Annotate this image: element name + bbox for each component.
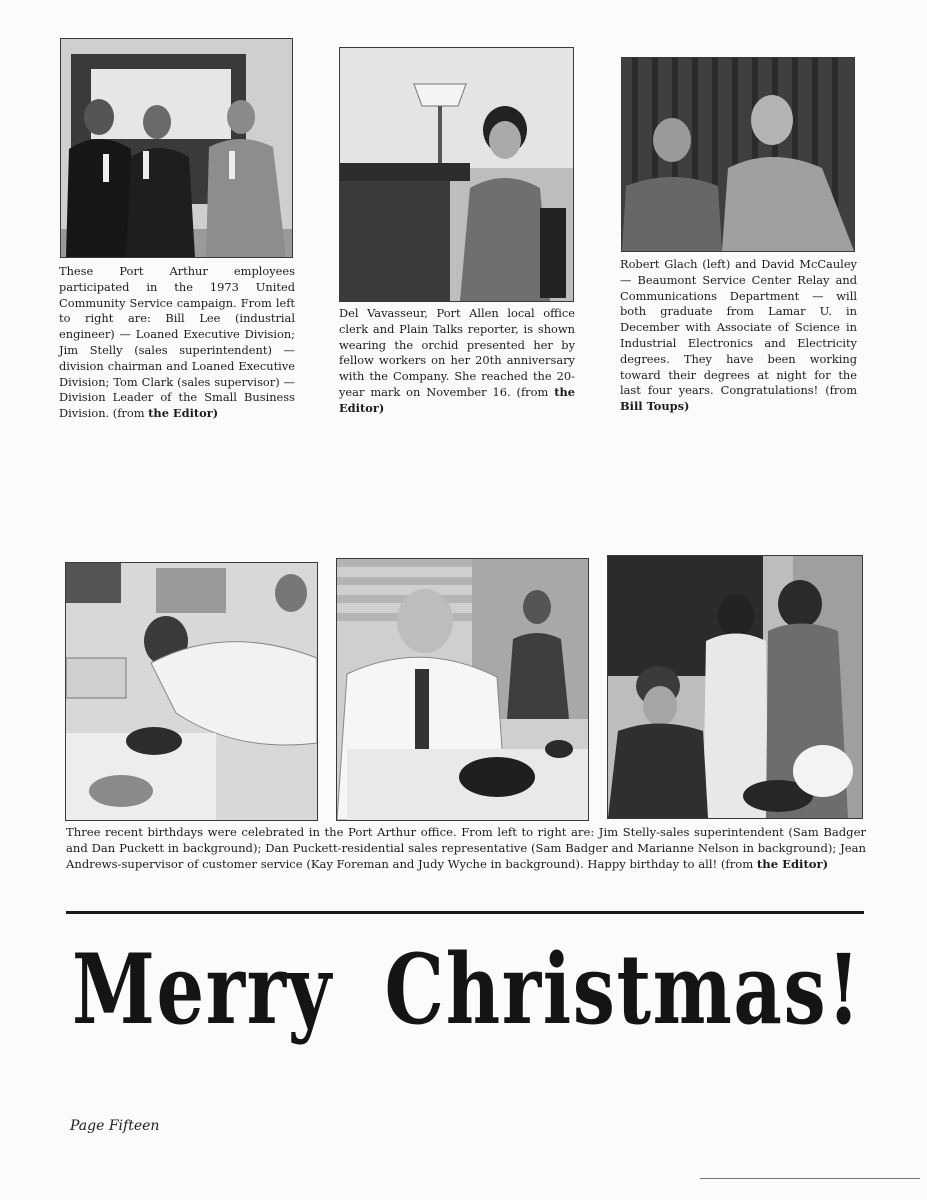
caption-credit: Bill Toups) bbox=[620, 399, 690, 414]
caption-ucs-campaign bbox=[59, 264, 295, 422]
greeting-word-christmas: Christmas! bbox=[384, 933, 862, 1046]
caption-glach-mccauley bbox=[620, 257, 857, 415]
photo-birthday-puckett bbox=[336, 558, 589, 821]
caption-credit: the Editor) bbox=[148, 406, 219, 421]
photo-del-vavasseur bbox=[339, 47, 574, 302]
caption-credit: the Editor) bbox=[339, 384, 575, 415]
caption-text: These Port Arthur employees participated in the 1973 United Community Service campaign. From left to right are: Bill Lee (industrial engineer) — Loaned Executive Division; Jim Stelly (sales superintendent) — division chairman and Loaned Executive Division; Tom Clark (sales supervisor) — Division Leader of the Small Business Division. (from bbox=[59, 264, 295, 421]
caption-del-vavasseur bbox=[339, 306, 575, 417]
caption-text: Del Vavasseur, Port Allen local office clerk and Plain Talks reporter, is shown wearing the orchid presented her by fellow workers on her 20th anniversary with the Company. She reached the 20-year mark on November 16. (from bbox=[339, 306, 575, 399]
page-number: Page Fifteen bbox=[70, 1118, 160, 1134]
page-edge-line bbox=[700, 1178, 920, 1179]
greeting-word-merry: Merry bbox=[72, 933, 333, 1046]
caption-birthdays bbox=[66, 824, 866, 872]
caption-credit: the Editor) bbox=[756, 857, 829, 871]
photo-birthday-stelly bbox=[65, 562, 318, 821]
merry-christmas-banner bbox=[66, 925, 866, 1055]
photo-glach-mccauley bbox=[621, 57, 855, 252]
photo-ucs-campaign bbox=[60, 38, 293, 258]
divider-rule bbox=[66, 911, 864, 914]
caption-text: Robert Glach (left) and David McCauley — Beaumont Service Center Relay and Communications Department — will both graduate from Lamar U. in December with Associate of Science in Industrial Electronics and Electricity degrees. They have been working toward their degrees at night for the last four years. Congratulations! (from bbox=[620, 257, 857, 398]
photo-birthday-andrews bbox=[607, 555, 863, 819]
caption-text: Three recent birthdays were celebrated in the Port Arthur office. From left to right are: Jim Stelly-sales superintendent (Sam Badger and Dan Puckett in background); Dan Puckett-residential sales representative (Sam Badger and Marianne Nelson in background); Jean Andrews-supervisor of customer service (Kay Foreman and Judy Wyche in background). Happy birthday to all! (from bbox=[66, 825, 866, 871]
